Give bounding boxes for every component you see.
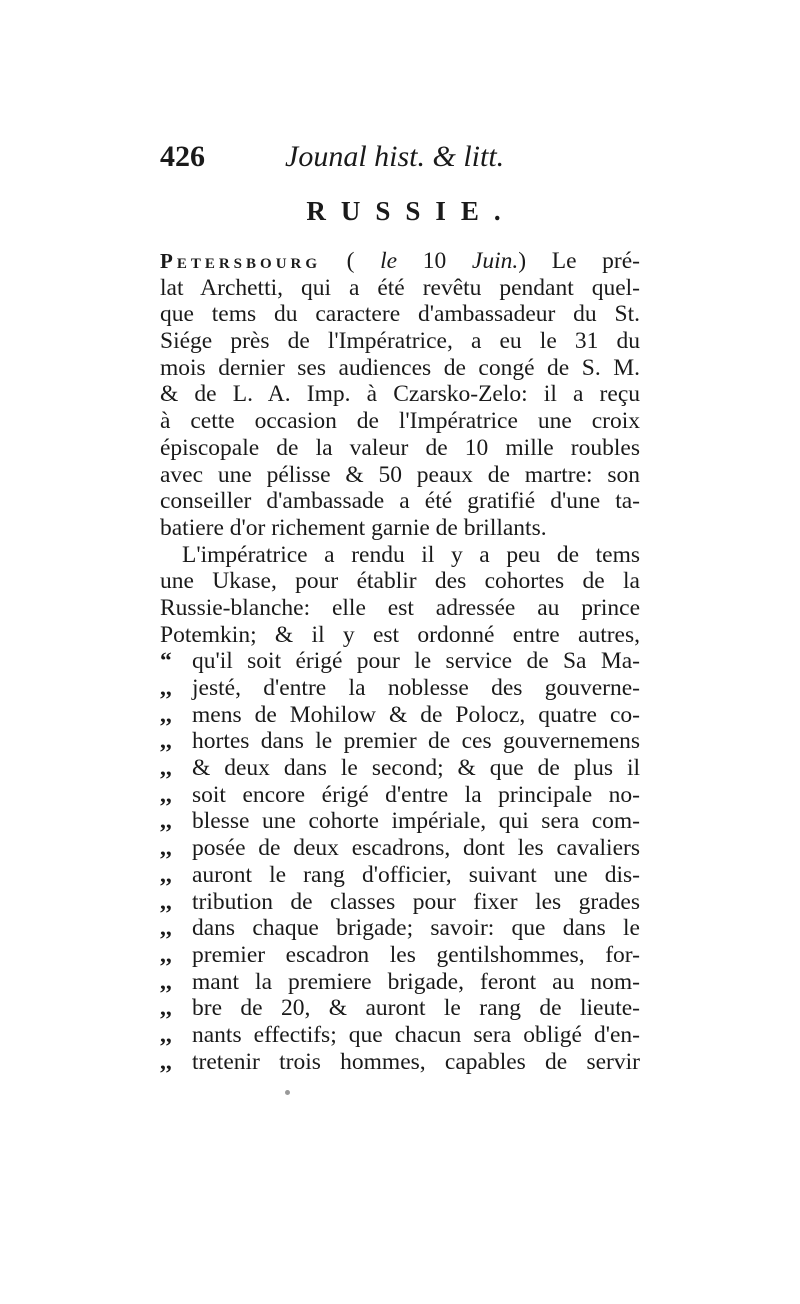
quote-mark: ,, — [160, 1048, 172, 1075]
quoted-line — [160, 969, 640, 996]
page-number: 426 — [160, 140, 205, 173]
quoted-text: tribution de classes pour fixer les grades — [192, 888, 640, 915]
quoted-line — [160, 648, 640, 675]
quoted-text: & deux dans le second; & que de plus il — [192, 755, 640, 782]
quoted-text: mens de Mohilow & de Polocz, quatre co- — [192, 701, 640, 728]
dateline-date: 10 — [397, 248, 472, 274]
text-line: lat Archetti, qui a été revêtu pendant quel- — [160, 274, 640, 301]
quote-mark: ,, — [160, 888, 172, 915]
quoted-text: bre de 20, & auront le rang de lieute- — [192, 995, 640, 1022]
quoted-line — [160, 782, 640, 809]
quote-mark: ,, — [160, 808, 172, 835]
quoted-text: premier escadron les gentilshommes, for- — [192, 941, 640, 968]
text-line: mois dernier ses audiences de congé de S. M. — [160, 354, 640, 381]
dateline-le: le — [380, 248, 398, 274]
quoted-text: nants effectifs; que chacun sera obligé d'en- — [192, 1021, 640, 1048]
quote-mark: ,, — [160, 675, 172, 701]
text-line: L'impératrice a rendu il y a peu de tems — [182, 541, 640, 568]
quoted-text: jesté, d'entre la noblesse des gouverne- — [192, 675, 640, 701]
quoted-line — [160, 995, 640, 1022]
running-title: Jounal hist. & litt. — [285, 140, 505, 173]
quote-mark: ,, — [160, 861, 172, 888]
dateline-month: Juin. — [471, 248, 519, 274]
quoted-line — [160, 1022, 640, 1049]
quoted-text: mant la premiere brigade, feront au nom- — [192, 968, 640, 995]
page-header — [160, 140, 640, 180]
quoted-line — [160, 675, 640, 702]
quoted-line — [160, 862, 640, 889]
quoted-text: dans chaque brigade; savoir: que dans le — [192, 915, 640, 942]
text-line: Potemkin; & il y est ordonné entre autres, — [160, 621, 640, 648]
quoted-text: qu'il soit érigé pour le service de Sa Ma- — [192, 648, 640, 675]
quoted-text: tretenir trois hommes, capables de servir — [192, 1048, 640, 1075]
text-line: & de L. A. Imp. à Czarsko-Zelo: il a reçu — [160, 381, 640, 408]
text-line: batiere d'or richement garnie de brillants. — [160, 514, 547, 541]
quoted-line — [160, 702, 640, 729]
paper-speck — [285, 1090, 290, 1095]
quoted-line — [160, 755, 640, 782]
quote-mark: ,, — [160, 728, 172, 755]
quoted-text: soit encore érigé d'entre la principale no- — [192, 781, 640, 808]
article-body — [160, 248, 640, 1075]
quoted-line — [160, 728, 640, 755]
text-line: une Ukase, pour établir des cohortes de la — [160, 568, 640, 595]
quoted-line — [160, 808, 640, 835]
quoted-text: blesse une cohorte impériale, qui sera com- — [192, 808, 640, 835]
text-line: Russie-blanche: elle est adressée au prince — [160, 594, 640, 621]
text-line: conseiller d'ambassade a été gratifié d'une ta- — [160, 488, 640, 515]
dateline-place: Petersbourg — [160, 249, 322, 273]
text-line: avec une pélisse & 50 peaux de martre: son — [160, 461, 640, 488]
quote-mark: ,, — [160, 941, 172, 968]
quote-mark: ,, — [160, 701, 172, 728]
text-line: à cette occasion de l'Impératrice une croix — [160, 408, 640, 435]
quote-mark: ,, — [160, 755, 172, 782]
quoted-text: hortes dans le premier de ces gouvernemens — [192, 728, 640, 755]
dateline-line: Petersbourg ( le 10 Juin.) Le pré- — [160, 248, 641, 274]
quoted-line — [160, 835, 640, 862]
quote-mark: ,, — [160, 1021, 172, 1048]
quoted-line — [160, 1049, 640, 1076]
quote-mark: ,, — [160, 995, 172, 1022]
quoted-line — [160, 889, 640, 916]
quoted-text: posée de deux escadrons, dont les cavaliers — [192, 835, 640, 862]
section-heading: RUSSIE. — [306, 196, 516, 226]
text-line: épiscopale de la valeur de 10 mille roubles — [160, 434, 640, 461]
text-line: Siége près de l'Impératrice, a eu le 31 du — [160, 328, 640, 355]
quoted-line — [160, 942, 640, 969]
quote-mark: “ — [160, 648, 172, 675]
text-line: Le pré- — [551, 248, 641, 274]
quoted-line — [160, 915, 640, 942]
quoted-text: auront le rang d'officier, suivant une dis- — [192, 861, 640, 888]
text-line: que tems du caractere d'ambassadeur du St. — [160, 301, 640, 328]
quote-mark: ,, — [160, 781, 172, 808]
quote-mark: ,, — [160, 968, 172, 995]
quote-mark: ,, — [160, 915, 172, 942]
quoted-passage — [160, 648, 640, 1075]
quote-mark: ,, — [160, 835, 172, 862]
